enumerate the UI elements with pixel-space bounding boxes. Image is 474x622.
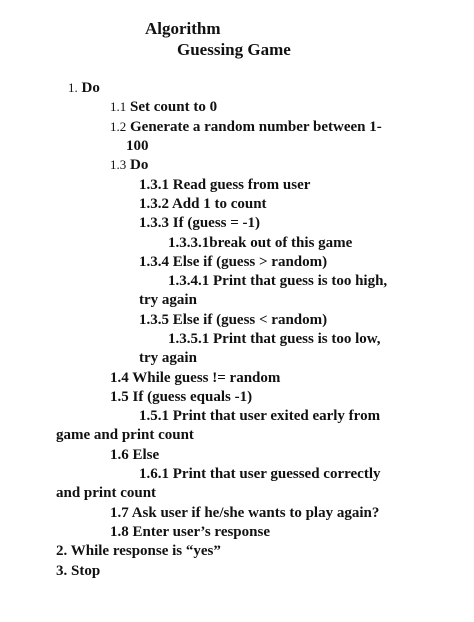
step-1-6 <box>110 446 159 464</box>
step-1-4 <box>110 369 280 387</box>
step-text: If (guess equals -1) <box>132 389 253 405</box>
step-number: 1.8 <box>110 524 129 540</box>
step-text: Print that user guessed correctly <box>172 466 381 482</box>
step-1-6-1 <box>139 465 381 483</box>
step-number: 1.3.5.1 <box>168 331 210 347</box>
doc-title-line2: Guessing Game <box>177 40 291 59</box>
step-1-3-4 <box>139 253 327 271</box>
step-1-3-5-1-continued <box>139 349 197 367</box>
step-text: try again <box>139 292 197 308</box>
step-1-3 <box>110 156 148 174</box>
step-text: game and print count <box>56 427 194 443</box>
step-text: Print that guess is too high, <box>213 273 388 289</box>
step-1-3-2 <box>139 195 267 213</box>
step-number: 2. <box>56 543 68 559</box>
step-number: 1.5.1 <box>139 408 169 424</box>
step-text: 100 <box>126 138 149 154</box>
step-1 <box>68 79 100 97</box>
step-number: 1.2 <box>110 119 127 134</box>
step-1-3-4-1 <box>168 272 387 290</box>
step-text: Ask user if he/she wants to play again? <box>131 505 380 521</box>
step-1-5 <box>110 388 252 406</box>
step-text: Do <box>81 80 100 96</box>
step-number: 1.4 <box>110 370 129 386</box>
step-1-5-1-continued <box>56 426 194 444</box>
step-number: 1.3 <box>110 157 127 172</box>
step-1-8 <box>110 523 270 541</box>
step-text: Enter user’s response <box>132 524 270 540</box>
step-text: While guess != random <box>132 370 281 386</box>
step-text: Set count to 0 <box>130 99 218 115</box>
step-number: 1.6.1 <box>139 466 169 482</box>
step-text: Generate a random number between 1- <box>130 119 382 135</box>
step-1-3-3-1 <box>168 234 352 252</box>
step-number: 1.3.4 <box>139 254 169 270</box>
step-1-2 <box>110 118 382 136</box>
step-1-3-5-1 <box>168 330 381 348</box>
step-text: Else <box>132 447 160 463</box>
step-text: try again <box>139 350 197 366</box>
step-2 <box>56 542 221 560</box>
step-number: 1.6 <box>110 447 129 463</box>
step-text: break out of this game <box>209 235 353 251</box>
step-text: Print that user exited early from <box>172 408 381 424</box>
step-number: 1.3.3 <box>139 215 169 231</box>
step-1-5-1 <box>139 407 380 425</box>
step-3 <box>56 562 100 580</box>
step-text: Print that guess is too low, <box>213 331 381 347</box>
step-text: Else if (guess < random) <box>172 312 328 328</box>
step-text: If (guess = -1) <box>172 215 261 231</box>
step-number: 1.3.5 <box>139 312 169 328</box>
step-number: 3. <box>56 563 68 579</box>
step-number: 1.1 <box>110 99 127 114</box>
step-1-6-1-continued <box>56 484 156 502</box>
step-text: and print count <box>56 485 157 501</box>
step-text: While response is “yes” <box>70 543 221 559</box>
step-1-3-1 <box>139 176 310 194</box>
step-number: 1.7 <box>110 505 129 521</box>
step-1-1 <box>110 98 217 116</box>
step-text: Do <box>130 157 149 173</box>
step-number: 1.3.2 <box>139 196 169 212</box>
step-1-3-3 <box>139 214 260 232</box>
step-text: Read guess from user <box>172 177 311 193</box>
doc-title-line1: Algorithm <box>145 19 221 38</box>
step-text: Stop <box>71 563 101 579</box>
step-number: 1. <box>68 80 78 95</box>
step-number: 1.3.1 <box>139 177 169 193</box>
step-number: 1.3.3.1 <box>168 235 210 251</box>
step-number: 1.5 <box>110 389 129 405</box>
step-1-3-4-1-continued <box>139 291 197 309</box>
step-text: Else if (guess > random) <box>172 254 328 270</box>
step-1-3-5 <box>139 311 327 329</box>
step-1-7 <box>110 504 379 522</box>
step-text: Add 1 to count <box>171 196 267 212</box>
step-1-2-continued <box>126 137 149 155</box>
step-number: 1.3.4.1 <box>168 273 210 289</box>
